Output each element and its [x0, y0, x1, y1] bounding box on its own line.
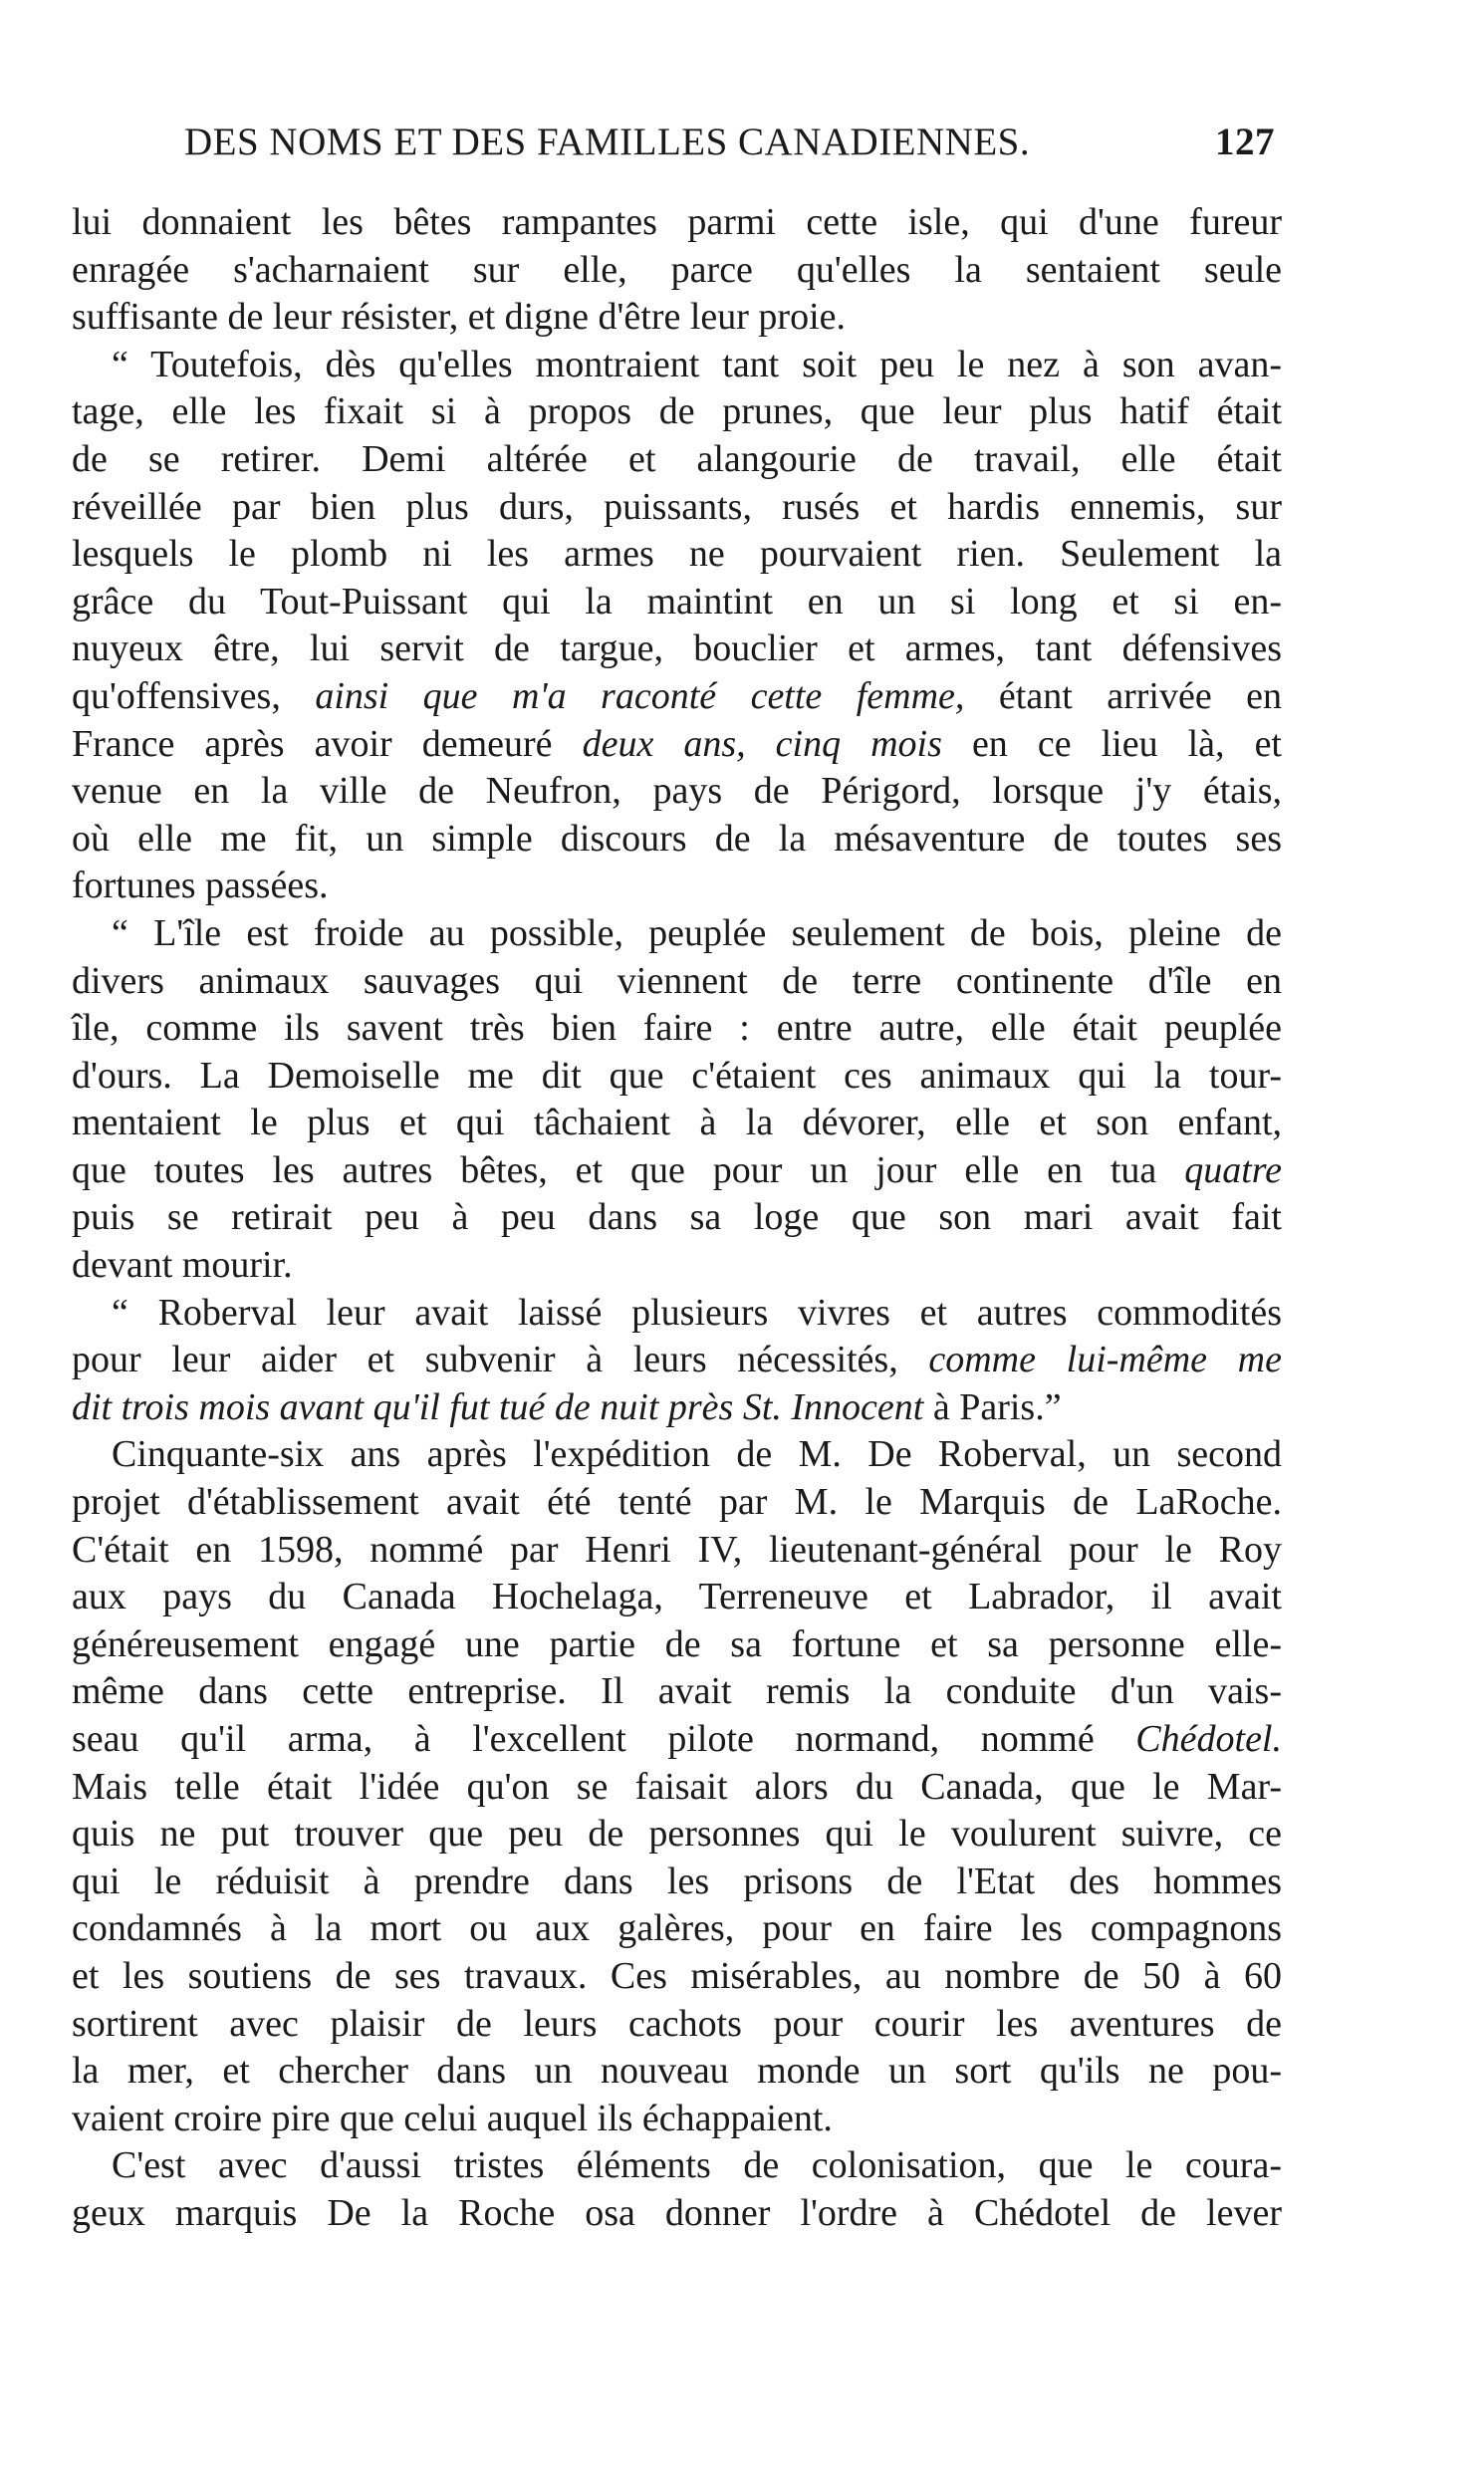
line-segment: que toutes les autres bêtes, et que pour un jour elle en tua	[72, 1148, 1157, 1191]
line-segment: seau qu'il arma, à l'excellent pilote normand, nommé	[72, 1718, 1095, 1760]
text-line: projet d'établissement avait été tenté par M. le Marquis de LaRoche.	[72, 1481, 1282, 1524]
text-line	[72, 1384, 1282, 1432]
text-line	[72, 1337, 1282, 1384]
text-line: C'était en 1598, nommé par Henri IV, lieutenant-général pour le Roy	[72, 1528, 1282, 1571]
text-line: la mer, et chercher dans un nouveau monde un sort qu'ils ne pou-	[72, 2050, 1282, 2093]
text-line: vaient croire pire que celui auquel ils échappaient.	[72, 2097, 833, 2139]
text-line: Cinquante-six ans après l'expédition de M. De Roberval, un second	[112, 1433, 1282, 1476]
text-line: tage, elle les fixait si à propos de prunes, que leur plus hatif était	[72, 390, 1282, 433]
text-line: lesquels le plomb ni les armes ne pourvaient rien. Seulement la	[72, 533, 1282, 576]
text-line: “ Toutefois, dès qu'elles montraient tant soit peu le nez à son avan-	[112, 343, 1282, 385]
text-line: enragée s'acharnaient sur elle, parce qu'elles la sentaient seule	[72, 248, 1282, 291]
text-line: C'est avec d'aussi tristes éléments de colonisation, que le coura-	[112, 2144, 1282, 2187]
body-text	[72, 199, 1282, 2238]
line-segment: étant arrivée en	[998, 674, 1283, 717]
italic-quote: comme lui-même me	[928, 1339, 1282, 1381]
text-line: réveillée par bien plus durs, puissants, rusés et hardis ennemis, sur	[72, 485, 1282, 528]
text-line: nuyeux être, lui servit de targue, bouclier et armes, tant défensives	[72, 627, 1282, 670]
text-line	[72, 1147, 1282, 1195]
text-line: grâce du Tout-Puissant qui la maintint en un si long et si en-	[72, 580, 1282, 622]
italic-quote: quatre	[1184, 1148, 1283, 1191]
text-line: aux pays du Canada Hochelaga, Terreneuve et Labrador, il avait	[72, 1576, 1282, 1618]
italic-quote: deux ans, cinq mois	[582, 722, 942, 765]
line-segment: France après avoir demeuré	[72, 722, 553, 765]
text-line: où elle me fit, un simple discours de la mésaventure de toutes ses	[72, 817, 1282, 860]
text-line	[72, 721, 1282, 769]
running-header	[184, 120, 1275, 179]
text-line: et les soutiens de ses travaux. Ces misérables, au nombre de 50 à 60	[72, 1954, 1282, 1997]
text-line: île, comme ils savent très bien faire : entre autre, elle était peuplée	[72, 1007, 1282, 1050]
text-line	[72, 1716, 1282, 1764]
line-segment: en ce lieu là, et	[971, 722, 1282, 765]
text-line	[72, 673, 1282, 721]
running-title: DES NOMS ET DES FAMILLES CANADIENNES.	[184, 121, 1031, 163]
text-line: d'ours. La Demoiselle me dit que c'étaient ces animaux qui la tour-	[72, 1054, 1282, 1097]
text-line: généreusement engagé une partie de sa fortune et sa personne elle-	[72, 1622, 1282, 1665]
text-line: geux marquis De la Roche osa donner l'ordre à Chédotel de lever	[72, 2191, 1282, 2234]
text-line: condamnés à la mort ou aux galères, pour en faire les compagnons	[72, 1907, 1282, 1950]
text-line: divers animaux sauvages qui viennent de terre continente d'île en	[72, 959, 1282, 1002]
line-segment: à Paris.”	[932, 1385, 1062, 1428]
text-line: devant mourir.	[72, 1244, 293, 1287]
italic-name: Chédotel.	[1135, 1718, 1282, 1760]
text-line: sortirent avec plaisir de leurs cachots pour courir les aventures de	[72, 2002, 1282, 2045]
text-line: mentaient le plus et qui tâchaient à la dévorer, elle et son enfant,	[72, 1102, 1282, 1144]
text-line: de se retirer. Demi altérée et alangourie de travail, elle était	[72, 437, 1282, 480]
text-line: puis se retirait peu à peu dans sa loge que son mari avait fait	[72, 1196, 1282, 1239]
line-segment: qu'offensives,	[72, 674, 281, 717]
text-line: “ L'île est froide au possible, peuplée seulement de bois, pleine de	[112, 911, 1282, 954]
text-line: “ Roberval leur avait laissé plusieurs vivres et autres commodités	[112, 1291, 1282, 1334]
italic-quote: dit trois mois avant qu'il fut tué de nuit près St. Innocent	[72, 1385, 924, 1428]
text-line: lui donnaient les bêtes rampantes parmi cette isle, qui d'une fureur	[72, 201, 1282, 243]
line-segment: pour leur aider et subvenir à leurs nécessités,	[72, 1339, 898, 1381]
text-line: quis ne put trouver que peu de personnes qui le voulurent suivre, ce	[72, 1813, 1282, 1856]
text-line: Mais telle était l'idée qu'on se faisait alors du Canada, que le Mar-	[72, 1765, 1282, 1808]
text-line: fortunes passées.	[72, 865, 329, 907]
page-number: 127	[1215, 121, 1275, 163]
text-line: venue en la ville de Neufron, pays de Périgord, lorsque j'y étais,	[72, 770, 1282, 813]
text-line: même dans cette entreprise. Il avait remis la conduite d'un vais-	[72, 1670, 1282, 1713]
text-line: suffisante de leur résister, et digne d'être leur proie.	[72, 296, 846, 339]
text-line: qui le réduisit à prendre dans les prisons de l'Etat des hommes	[72, 1860, 1282, 1902]
italic-quote: ainsi que m'a raconté cette femme,	[315, 674, 965, 717]
